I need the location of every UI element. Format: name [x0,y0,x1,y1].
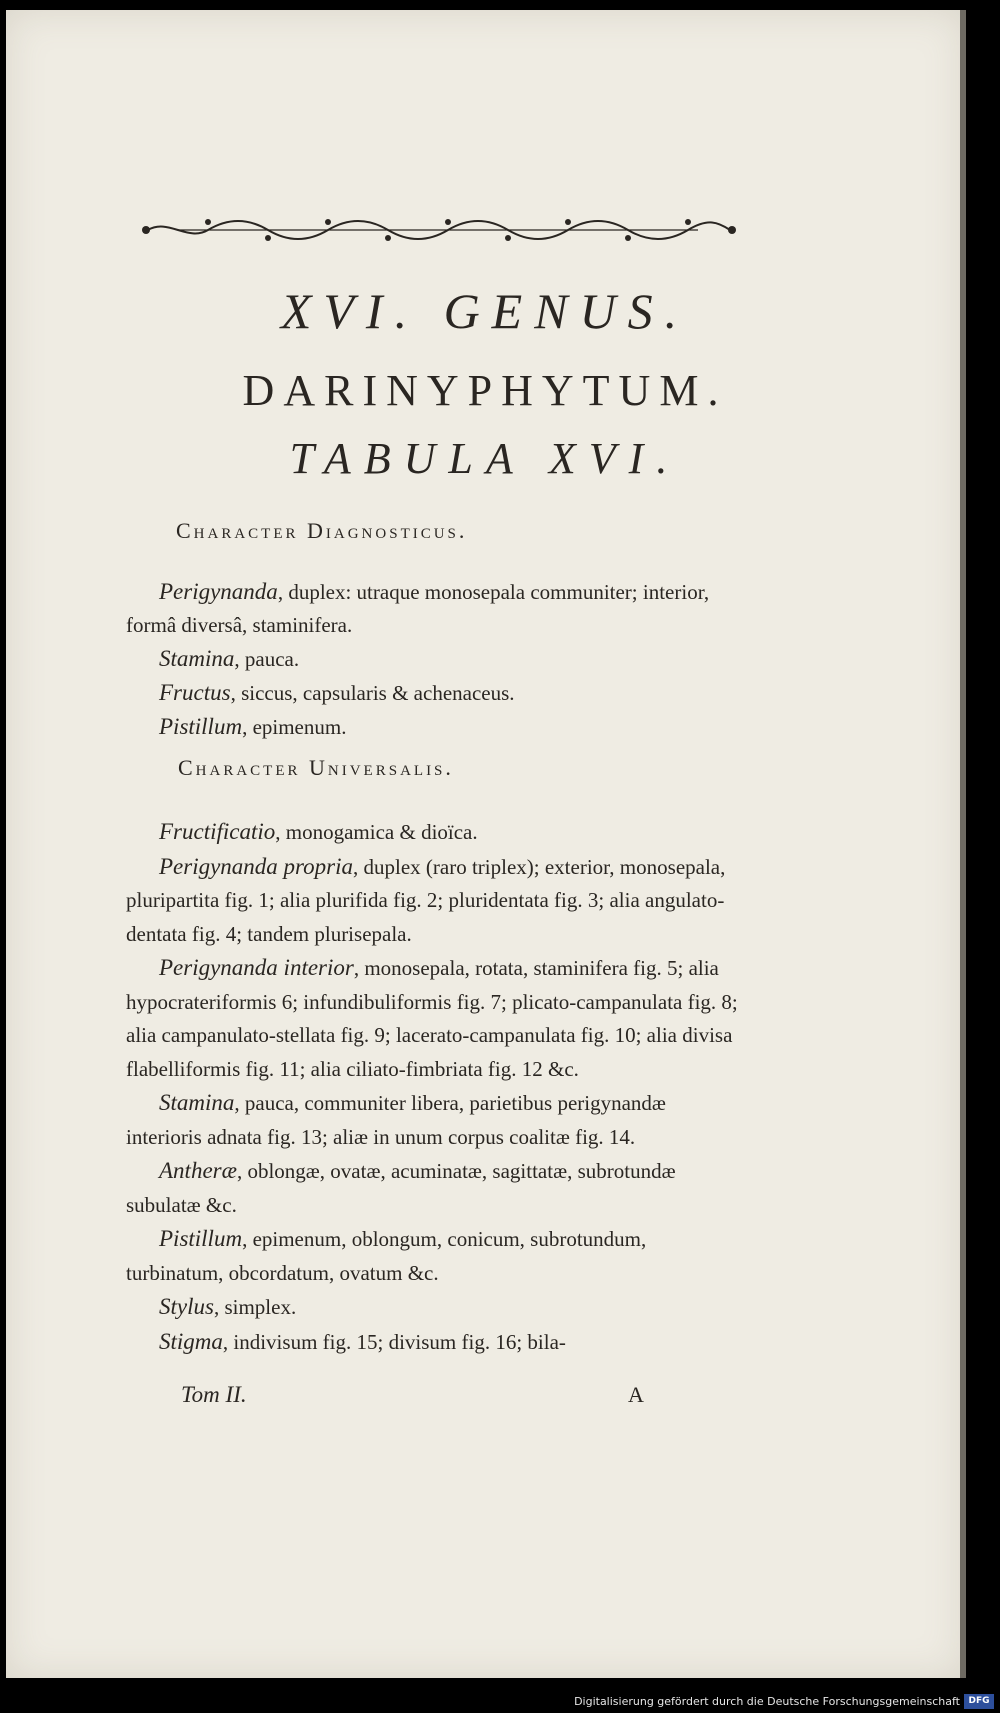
diag-entry: Perigynanda, duplex: utraque monosepala communiter; interior, formâ diversâ, staminifera. [126,579,710,637]
univ-entry: Perigynanda propria, duplex (raro triplex); exterior, monosepala, pluripartita fig. 1; alia plurifida fig. 2; pluridentata fig. 3; alia angulato-dentata fig. 4; tandem plurisepala. [126,853,726,946]
diagnosticus-section [126,575,746,744]
univ-entry: Perigynanda interior, monosepala, rotata, staminifera fig. 5; alia hypocrateriformis 6; infundibuliformis fig. 7; plicato-campanulata fig. 8; alia campanulato-stellata fig. 9; lacerato-campanulata fig. 10; alia divisa flabelliformis fig. 11; alia ciliato-fimbriata fig. 12 &c. [126,955,738,1081]
signature-mark: A [628,1382,644,1407]
diag-entry: Stamina, pauca. [159,646,300,671]
universalis-section [126,815,746,1359]
genus-name: DARINYPHYTUM. [242,366,728,415]
diag-entry: Pistillum, epimenum. [159,714,347,739]
genus-heading: XVI. GENUS. [280,283,690,339]
book-page [6,10,964,1678]
diag-entry: Fructus, siccus, capsularis & achenaceus. [159,680,515,705]
diagnosticus-heading: Character Diagnosticus. [176,518,468,543]
univ-entry: Stylus, simplex. [159,1294,297,1319]
univ-entry: Stigma, indivisum fig. 15; divisum fig. 16; bila- [159,1328,566,1354]
dfg-logo-icon: DFG [964,1694,994,1709]
univ-entry: Fructificatio, monogamica & dioïca. [159,819,478,844]
univ-entry: Antheræ, oblongæ, ovatæ, acuminatæ, sagittatæ, subrotundæ subulatæ &c. [126,1158,676,1217]
ornamental-vine-border [138,210,738,250]
funding-credit: Digitalisierung gefördert durch die Deutsche Forschungsgemeinschaft [574,1695,960,1708]
univ-entry: Stamina, pauca, communiter libera, parietibus perigynandæ interioris adnata fig. 13; aliæ in unum corpus coalitæ fig. 14. [126,1090,666,1149]
digitization-footer [0,1690,1000,1713]
universalis-heading: Character Universalis. [178,755,454,780]
tabula-heading: TABULA XVI. [289,434,681,483]
volume-label: Tom II. [181,1382,247,1407]
page-binding-edge [960,10,966,1678]
univ-entry: Pistillum, epimenum, oblongum, conicum, subrotundum, turbinatum, obcordatum, ovatum &c. [126,1226,647,1285]
